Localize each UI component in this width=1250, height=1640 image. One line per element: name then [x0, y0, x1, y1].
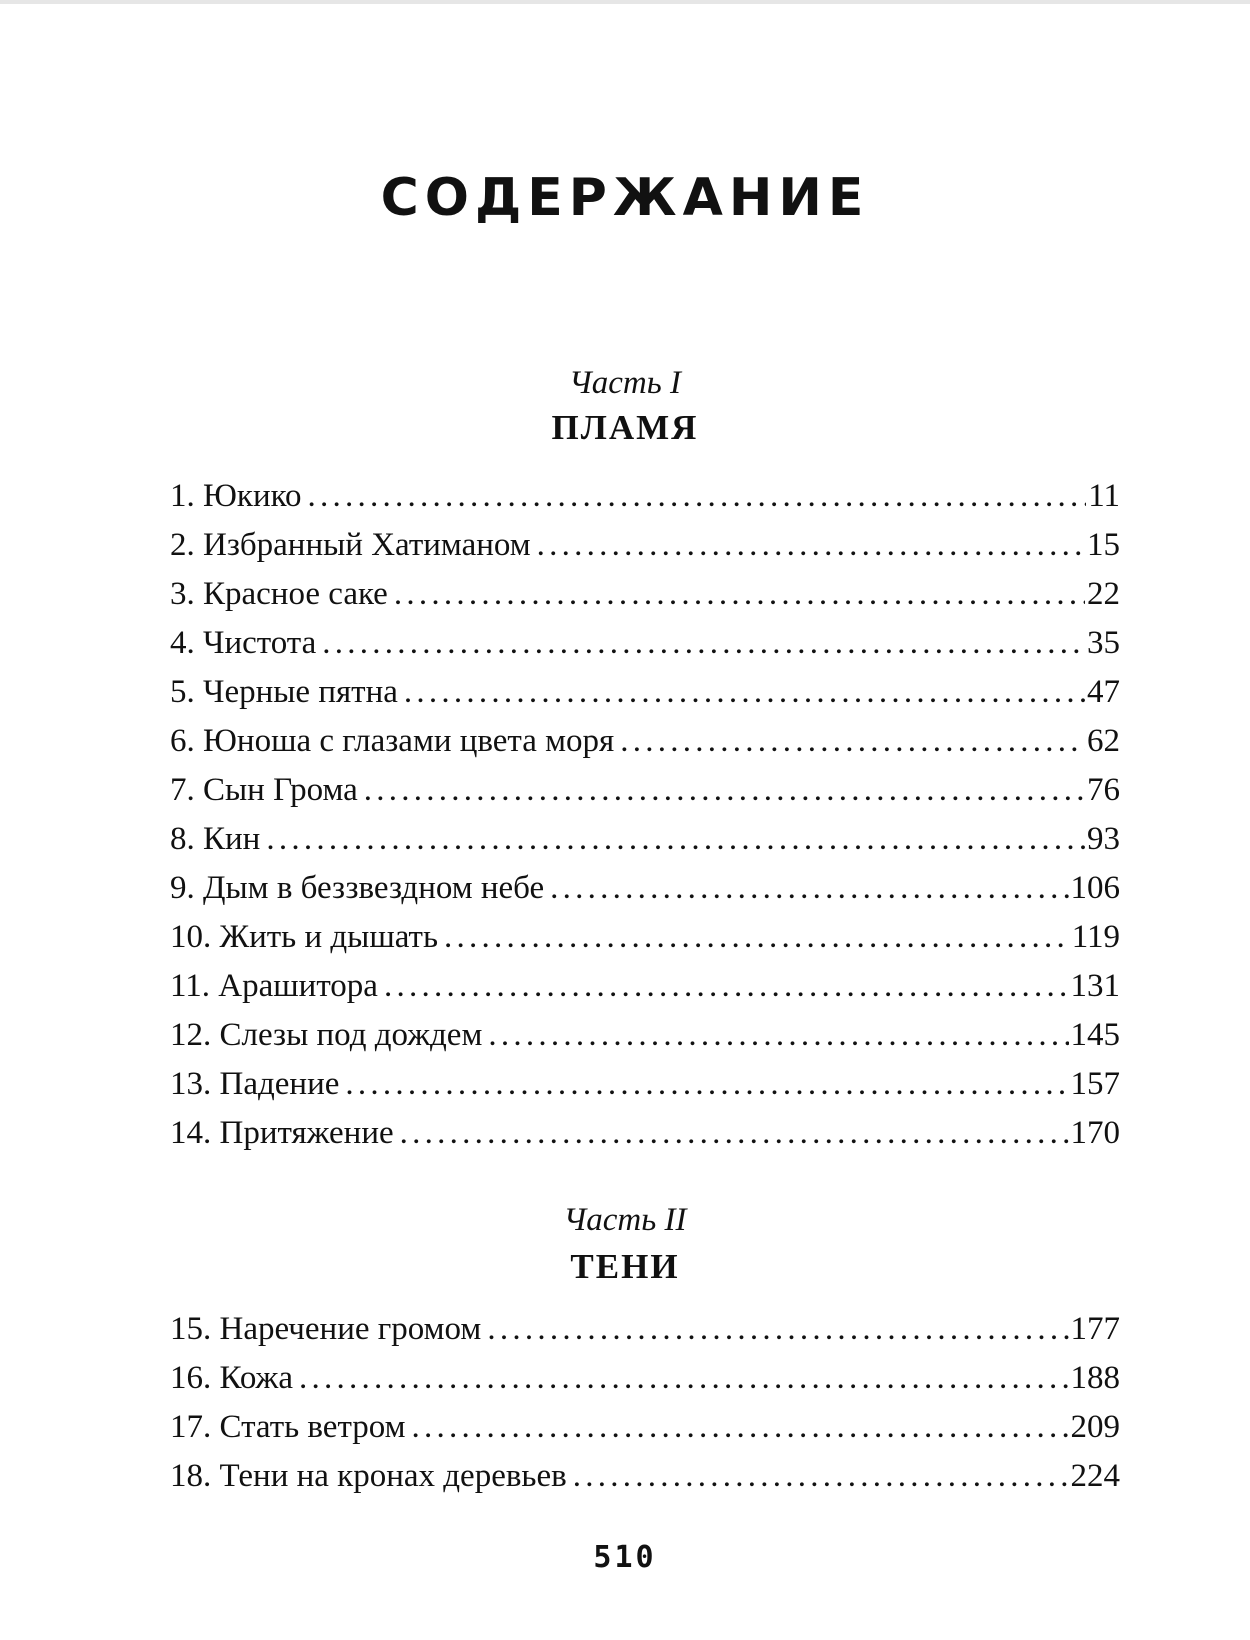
toc-dot-leader	[487, 1305, 1068, 1354]
toc-entry-page: 11	[1088, 478, 1120, 514]
toc-entry-page: 106	[1070, 870, 1120, 906]
toc-entry[interactable]	[170, 1060, 1120, 1109]
toc-entry-page: 170	[1070, 1115, 1120, 1151]
toc-entry-title: 9. Дым в беззвездном небе	[170, 870, 545, 906]
toc-entry[interactable]	[170, 1354, 1120, 1403]
toc-entry-title: 5. Черные пятна	[170, 674, 398, 710]
toc-entry[interactable]	[170, 766, 1120, 815]
part-2-toc-list	[170, 1305, 1120, 1501]
toc-entry[interactable]	[170, 717, 1120, 766]
toc-dot-leader	[299, 1354, 1069, 1403]
toc-entry-page: 157	[1070, 1066, 1120, 1102]
toc-entry-title: 15. Наречение громом	[170, 1311, 482, 1347]
toc-dot-leader	[345, 1060, 1068, 1109]
toc-dot-leader	[322, 619, 1085, 668]
toc-dot-leader	[620, 717, 1085, 766]
toc-entry[interactable]	[170, 1011, 1120, 1060]
toc-entry[interactable]	[170, 1305, 1120, 1354]
toc-entry-title: 2. Избранный Хатиманом	[170, 527, 531, 563]
part-1-title: ПЛАМЯ	[551, 408, 699, 447]
toc-entry-title: 12. Слезы под дождем	[170, 1017, 483, 1053]
toc-dot-leader	[404, 668, 1085, 717]
toc-entry[interactable]	[170, 619, 1120, 668]
toc-entry-title: 3. Красное саке	[170, 576, 388, 612]
toc-entry[interactable]	[170, 1403, 1120, 1452]
toc-entry-title: 17. Стать ветром	[170, 1409, 406, 1445]
toc-entry-page: 76	[1087, 772, 1120, 808]
toc-dot-leader	[400, 1109, 1069, 1158]
toc-entry[interactable]	[170, 815, 1120, 864]
toc-dot-leader	[444, 913, 1070, 962]
toc-dot-leader	[394, 570, 1085, 619]
toc-dot-leader	[307, 472, 1086, 521]
page-number: 510	[593, 1540, 657, 1575]
toc-entry-title: 16. Кожа	[170, 1360, 293, 1396]
toc-entry-page: 62	[1087, 723, 1120, 759]
toc-entry[interactable]	[170, 913, 1120, 962]
toc-entry-title: 13. Падение	[170, 1066, 340, 1102]
toc-entry-page: 131	[1070, 968, 1120, 1004]
toc-entry-title: 11. Арашитора	[170, 968, 378, 1004]
toc-dot-leader	[412, 1403, 1069, 1452]
part-1-toc-list	[170, 472, 1120, 1158]
toc-dot-leader	[573, 1452, 1069, 1501]
toc-entry-page: 93	[1087, 821, 1120, 857]
part-2-title: ТЕНИ	[570, 1247, 680, 1286]
toc-entry[interactable]	[170, 1452, 1120, 1501]
toc-entry[interactable]	[170, 472, 1120, 521]
toc-entry[interactable]	[170, 962, 1120, 1011]
toc-entry[interactable]	[170, 1109, 1120, 1158]
toc-entry-page: 119	[1071, 919, 1120, 955]
toc-entry-page: 145	[1070, 1017, 1120, 1053]
toc-entry[interactable]	[170, 570, 1120, 619]
toc-entry-title: 14. Притяжение	[170, 1115, 394, 1151]
toc-entry-title: 4. Чистота	[170, 625, 317, 661]
toc-entry-page: 224	[1070, 1458, 1120, 1494]
toc-entry-page: 35	[1087, 625, 1120, 661]
toc-entry-title: 10. Жить и дышать	[170, 919, 438, 955]
toc-entry[interactable]	[170, 521, 1120, 570]
toc-dot-leader	[364, 766, 1085, 815]
toc-dot-leader	[550, 864, 1068, 913]
toc-entry[interactable]	[170, 864, 1120, 913]
toc-entry-page: 177	[1070, 1311, 1120, 1347]
toc-entry-page: 47	[1087, 674, 1120, 710]
toc-entry-title: 6. Юноша с глазами цвета моря	[170, 723, 615, 759]
toc-entry-page: 15	[1087, 527, 1120, 563]
toc-entry-page: 188	[1070, 1360, 1120, 1396]
toc-entry-title: 18. Тени на кронах деревьев	[170, 1458, 567, 1494]
part-2-label: Часть II	[563, 1202, 687, 1238]
toc-dot-leader	[537, 521, 1085, 570]
page-title: СОДЕРЖАНИЕ	[380, 168, 870, 228]
toc-entry-title: 8. Кин	[170, 821, 261, 857]
toc-dot-leader	[384, 962, 1069, 1011]
toc-entry-page: 209	[1070, 1409, 1120, 1445]
toc-entry-title: 1. Юкико	[170, 478, 302, 514]
toc-dot-leader	[488, 1011, 1068, 1060]
toc-entry[interactable]	[170, 668, 1120, 717]
toc-entry-page: 22	[1087, 576, 1120, 612]
part-1-label: Часть I	[569, 365, 681, 401]
toc-dot-leader	[266, 815, 1085, 864]
toc-entry-title: 7. Сын Грома	[170, 772, 358, 808]
